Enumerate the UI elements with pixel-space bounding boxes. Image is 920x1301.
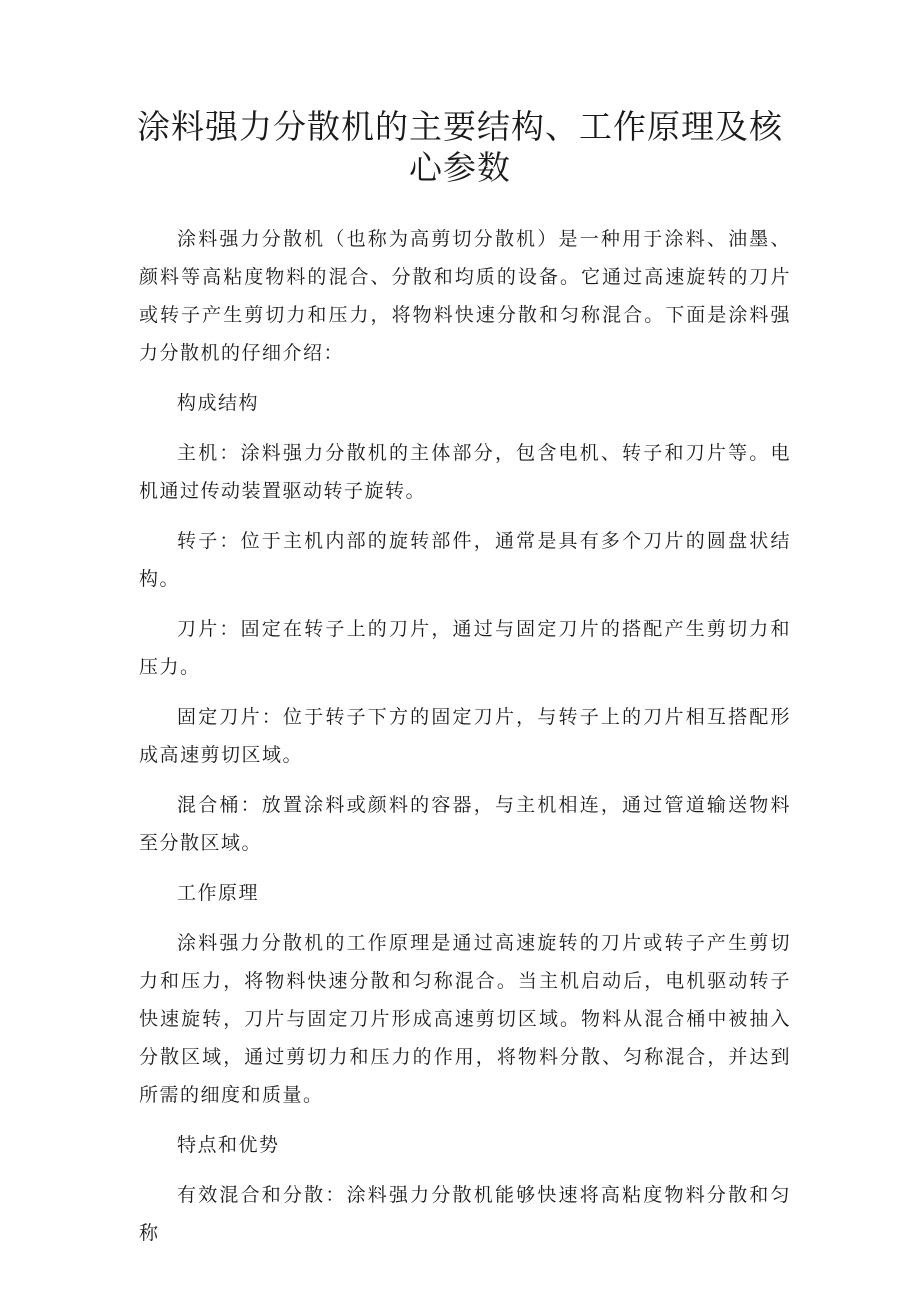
paragraph-rotor: 转子：位于主机内部的旋转部件，通常是具有多个刀片的圆盘状结构。 <box>139 530 791 590</box>
paragraph-mixing-tank: 混合桶：放置涂料或颜料的容器，与主机相连，通过管道输送物料至分散区域。 <box>139 794 791 854</box>
paragraph-main-unit: 主机：涂料强力分散机的主体部分，包含电机、转子和刀片等。电机通过传动装置驱动转子旋转。 <box>139 442 791 502</box>
paragraph-feature-mixing: 有效混合和分散：涂料强力分散机能够快速将高粘度物料分散和匀称 <box>139 1184 791 1244</box>
paragraph-fixed-blade: 固定刀片：位于转子下方的固定刀片，与转子上的刀片相互搭配形成高速剪切区域。 <box>139 706 791 766</box>
document-title-line-1: 涂料强力分散机的主要结构、工作原理及核 <box>137 107 783 146</box>
paragraph-blade: 刀片：固定在转子上的刀片，通过与固定刀片的搭配产生剪切力和压力。 <box>139 618 791 678</box>
intro-paragraph: 涂料强力分散机（也称为高剪切分散机）是一种用于涂料、油墨、颜料等高粘度物料的混合、分散和均质的设备。它通过高速旋转的刀片或转子产生剪切力和压力，将物料快速分散和匀称混合。下面是涂料强力分散机的仔细介绍： <box>139 228 791 364</box>
document-title-line-2: 心参数 <box>409 148 511 187</box>
section-heading-structure: 构成结构 <box>177 392 260 414</box>
section-heading-principle: 工作原理 <box>177 882 260 904</box>
document-body <box>139 220 791 1252</box>
paragraph-principle: 涂料强力分散机的工作原理是通过高速旋转的刀片或转子产生剪切力和压力，将物料快速分散和匀称混合。当主机启动后，电机驱动转子快速旋转，刀片与固定刀片形成高速剪切区域。物料从混合桶中被抽入分散区域，通过剪切力和压力的作用，将物料分散、匀称混合，并达到所需的细度和质量。 <box>139 932 791 1106</box>
section-heading-features: 特点和优势 <box>177 1134 280 1156</box>
